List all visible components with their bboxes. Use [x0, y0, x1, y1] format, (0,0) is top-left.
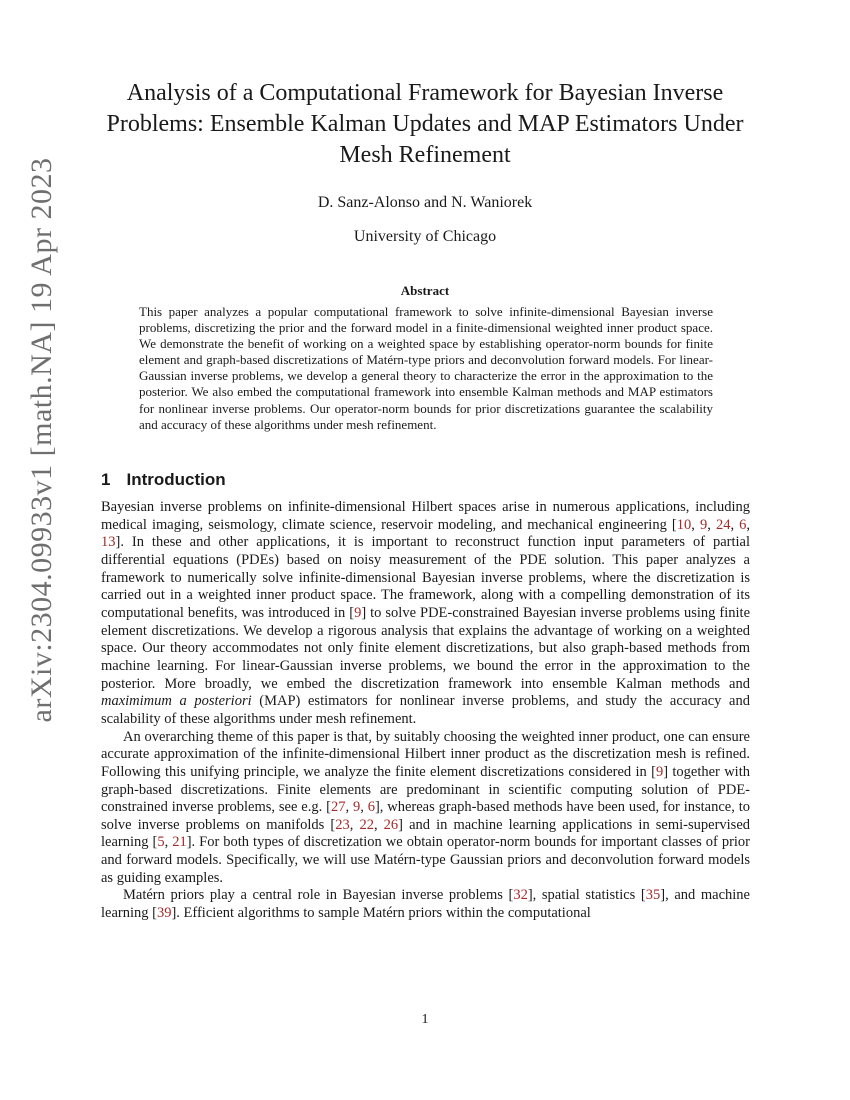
paragraph-2: An overarching theme of this paper is that, by suitably choosing the weighted inner product, one can ensure accurate approximation of the infinite-dimensional Hilbert inner product as the discretization mesh is refined. Following this unifying principle, we analyze the finite element discretizations considered in [9] together with graph-based discretizations. Finite elements are predominant in scientific computing solution of PDE-constrained inverse problems, see e.g. [27, 9, 6], whereas graph-based methods have been used, for instance, to solve inverse problems on manifolds [23, 22, 26] and in machine learning applications in semi-supervised learning [5, 21]. For both types of discretization we obtain operator-norm bounds for important classes of prior and forward models. Specifically, we will use Matérn-type Gaussian priors and deconvolution forward models as guiding examples.: [101, 728, 751, 886]
citation-link[interactable]: 6: [367, 799, 375, 816]
citation-link[interactable]: 27: [330, 799, 346, 816]
text-run: ] together with graph-based discretizations. Finite elements are predominant in scientific computing solution of PDE-constrained inverse problems, see e.g. [: [101, 763, 750, 816]
page-number: 1: [421, 1012, 429, 1027]
section-title: Introduction: [126, 470, 226, 489]
paper-affiliation: University of Chicago: [353, 228, 497, 245]
citation-link[interactable]: 9: [655, 763, 664, 780]
text-run: ] and in machine learning applications in semi-supervised learning [: [101, 816, 751, 851]
abstract-heading: Abstract: [400, 283, 450, 298]
abstract-text: This paper analyzes a popular computational framework to solve infinite-dimensional Bayesian inverse problems, discretizing the prior and the forward model in a finite-dimensional weighted inner product space. We demonstrate the benefit of working on a weighted space by establishing operator-norm bounds for finite element and graph-based discretizations of Matérn-type priors and deconvolution forward models. For linear-Gaussian inverse problems, we develop a general theory to characterize the error in the approximation to the posterior. We also embed the computational framework into ensemble Kalman methods and MAP estimators for nonlinear inverse problems. Our operator-norm bounds for prior discretizations guarantee the scalability and accuracy of these algorithms under mesh refinement.: [139, 304, 713, 432]
citation-link[interactable]: 21: [172, 834, 187, 851]
paragraph-1: Bayesian inverse problems on infinite-dimensional Hilbert spaces arise in numerous applications, including medical imaging, seismology, climate science, reservoir modeling, and mechanical engineering [10, 9, 24, 6, 13]. In these and other applications, it is important to reconstruct function input parameters of partial differential equations (PDEs) based on noisy measurement of the PDE solution. This paper analyzes a framework to numerically solve infinite-dimensional Bayesian inverse problems, where the discretization is carried out in a weighted inner product space. The framework, along with a compelling demonstration of its computational benefits, was introduced in [9] to solve PDE-constrained Bayesian inverse problems using finite element discretizations. We develop a rigorous analysis that explains the advantage of working on a weighted space. Our theory accommodates not only finite element discretizations, but also graph-based methods from machine learning. For linear-Gaussian inverse problems, we bound the error in the approximation to the posterior. More broadly, we embed the discretization framework into ensemble Kalman methods and maximimum a posteriori (MAP) estimators for nonlinear inverse problems, and study the accuracy and scalability of these algorithms under mesh refinement.: [101, 499, 751, 727]
citation-link[interactable]: 32: [513, 887, 528, 904]
text-run: ] to solve PDE-constrained Bayesian inverse problems using finite element discretizations. We develop a rigorous analysis that explains the advantage of working on a weighted space. Our theory accommodates not only finite element discretizations, but also graph-based methods from machine learning. For linear-Gaussian inverse problems, we bound the error in the approximation to the posterior. More broadly, we embed the discretization framework into ensemble Kalman methods and: [101, 604, 751, 692]
section-heading-introduction: [101, 470, 226, 490]
citation-link[interactable]: 13: [101, 534, 116, 551]
text-run: (MAP) estimators for nonlinear inverse problems, and study the accuracy and scalability of these algorithms under mesh refinement.: [101, 693, 750, 727]
text-run: ]. In these and other applications, it is important to reconstruct function input parameters of partial differential equations (PDEs) based on noisy measurement of the PDE solution. This paper analyzes a framework to numerically solve infinite-dimensional Bayesian inverse problems, where the discretization is carried out in a weighted inner product space. The framework, along with a compelling demonstration of its computational benefits, was introduced in [: [101, 534, 750, 621]
citation-link[interactable]: 24: [715, 516, 731, 533]
citation-link[interactable]: 9: [699, 516, 708, 533]
citation-link[interactable]: 39: [156, 905, 172, 922]
text-run: Matérn priors play a central role in Bayesian inverse problems [: [123, 887, 514, 904]
paragraph-3: [101, 887, 750, 922]
text-run: ]. Efficient algorithms to sample Matérn priors within the computational: [171, 905, 591, 922]
citation-link[interactable]: 10: [676, 516, 692, 533]
introduction-body: [101, 499, 750, 923]
citation-link[interactable]: 22: [359, 816, 374, 833]
section-number: 1: [101, 470, 111, 489]
citation-link[interactable]: 23: [335, 816, 350, 833]
paper-title: Analysis of a Computational Framework for Bayesian Inverse Problems: Ensemble Kalman Updates and MAP Estimators Under Mesh Refinement: [106, 80, 744, 168]
arxiv-identifier-stamp: arXiv:2304.09933v1 [math.NA] 19 Apr 2023: [25, 157, 58, 723]
citation-link[interactable]: 9: [354, 604, 362, 621]
emphasized-text: maximimum a posteriori: [101, 693, 252, 710]
text-run: ], whereas graph-based methods have been used, for instance, to solve inverse problems on manifolds [: [101, 799, 750, 833]
text-run: ], and machine learning [: [101, 887, 750, 922]
text-run: ], spatial statistics [: [527, 887, 646, 904]
citation-link[interactable]: 26: [383, 816, 399, 833]
citation-link[interactable]: 5: [157, 834, 165, 851]
paper-authors: D. Sanz-Alonso and N. Waniorek: [317, 194, 533, 211]
text-run: ]. For both types of discretization we obtain operator-norm bounds for important classes of prior and forward models. Specifically, we will use Matérn-type Gaussian priors and deconvolution forward models as guiding examples.: [101, 834, 751, 886]
text-run: An overarching theme of this paper is that, by suitably choosing the weighted inner product, one can ensure accurate approximation of the infinite-dimensional Hilbert inner product as the discretization mesh is refined. Following this unifying principle, we analyze the finite element discretizations considered in [: [101, 728, 750, 780]
text-run: Bayesian inverse problems on infinite-dimensional Hilbert spaces arise in numerous applications, including medical imaging, seismology, climate science, reservoir modeling, and mechanical engineering [: [101, 499, 750, 533]
citation-link[interactable]: 9: [352, 799, 361, 816]
citation-link[interactable]: 6: [739, 516, 747, 533]
citation-link[interactable]: 35: [645, 887, 661, 904]
